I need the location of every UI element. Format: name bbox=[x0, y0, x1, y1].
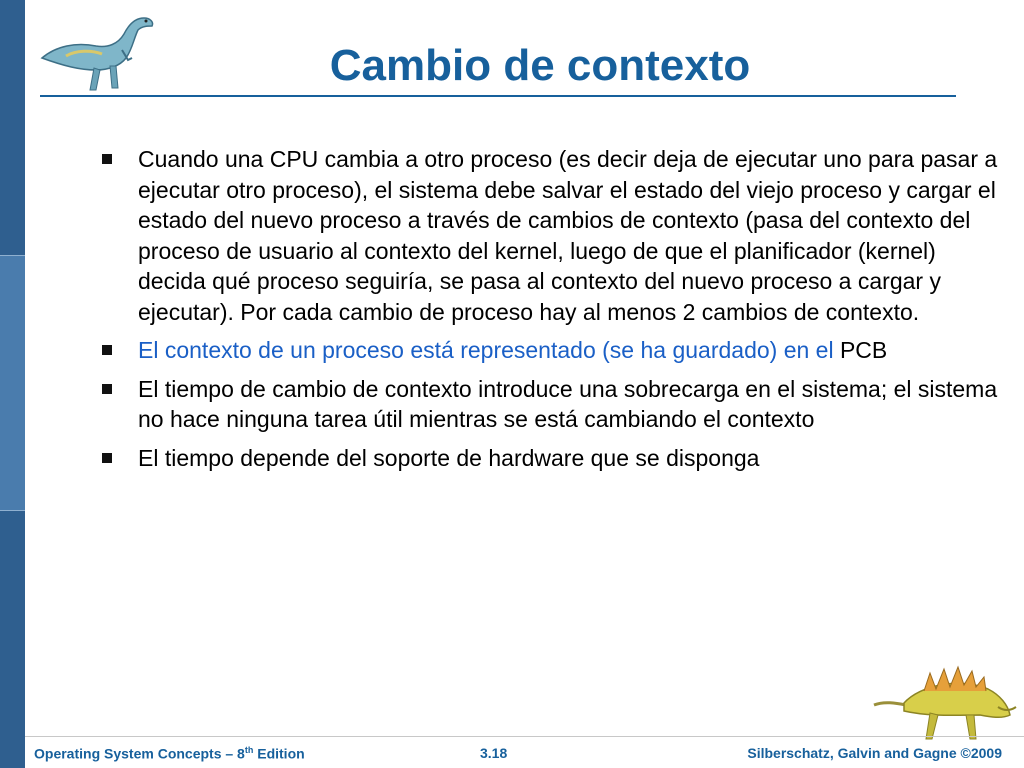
bullet-square-icon bbox=[102, 345, 112, 355]
bullet-text: El tiempo de cambio de contexto introduce una sobrecarga en el sistema; el sistema no hace ninguna tarea útil mientras se está cambiando el contexto bbox=[138, 375, 998, 432]
bullet-text: Cuando una CPU cambia a otro proceso (es decir deja de ejecutar uno para pasar a ejecutar otro proceso), el sistema debe salvar el estado del viejo proceso y cargar el estado del nuevo proceso a través de cambios de contexto (pasa del contexto del proceso de usuario al contexto del kernel, luego de que el planificador (kernel) decida qué proceso seguiría, se pasa al contexto del nuevo proceso a cargar y ejecutar). Por cada cambio de proceso hay al menos 2 cambios de contexto. bbox=[138, 146, 998, 325]
title-divider bbox=[40, 95, 956, 97]
bullet-square-icon bbox=[102, 154, 112, 164]
footer-book-title-text: Operating System Concepts – 8 bbox=[34, 745, 245, 762]
bullet-item bbox=[100, 144, 1005, 327]
bar-divider bbox=[0, 255, 25, 256]
footer-authors: Silberschatz, Galvin and Gagne ©2009 bbox=[747, 745, 1002, 761]
bullet-square-icon bbox=[102, 453, 112, 463]
bullet-text: El tiempo depende del soporte de hardware que se disponga bbox=[138, 444, 760, 471]
bullet-item bbox=[100, 335, 1005, 366]
bullet-square-icon bbox=[102, 384, 112, 394]
left-decorative-bar bbox=[0, 0, 25, 768]
bullet-item bbox=[100, 374, 1005, 435]
dinosaur-icon bbox=[36, 6, 156, 96]
bullet-text: PCB bbox=[839, 337, 888, 363]
footer-superscript: th bbox=[244, 745, 254, 755]
bullet-text-highlight: El contexto de un proceso está representado (se ha guardado) en el bbox=[138, 337, 834, 363]
slide-number: 3.18 bbox=[480, 745, 508, 761]
slide-title: Cambio de contexto bbox=[329, 41, 751, 90]
stegosaurus-icon bbox=[870, 655, 1020, 745]
bullet-list bbox=[100, 144, 1005, 481]
footer-divider bbox=[25, 736, 1024, 737]
footer-book-title bbox=[34, 745, 305, 762]
footer-edition-text: Edition bbox=[257, 745, 305, 762]
bar-divider bbox=[0, 510, 25, 511]
bullet-item bbox=[100, 443, 1005, 474]
